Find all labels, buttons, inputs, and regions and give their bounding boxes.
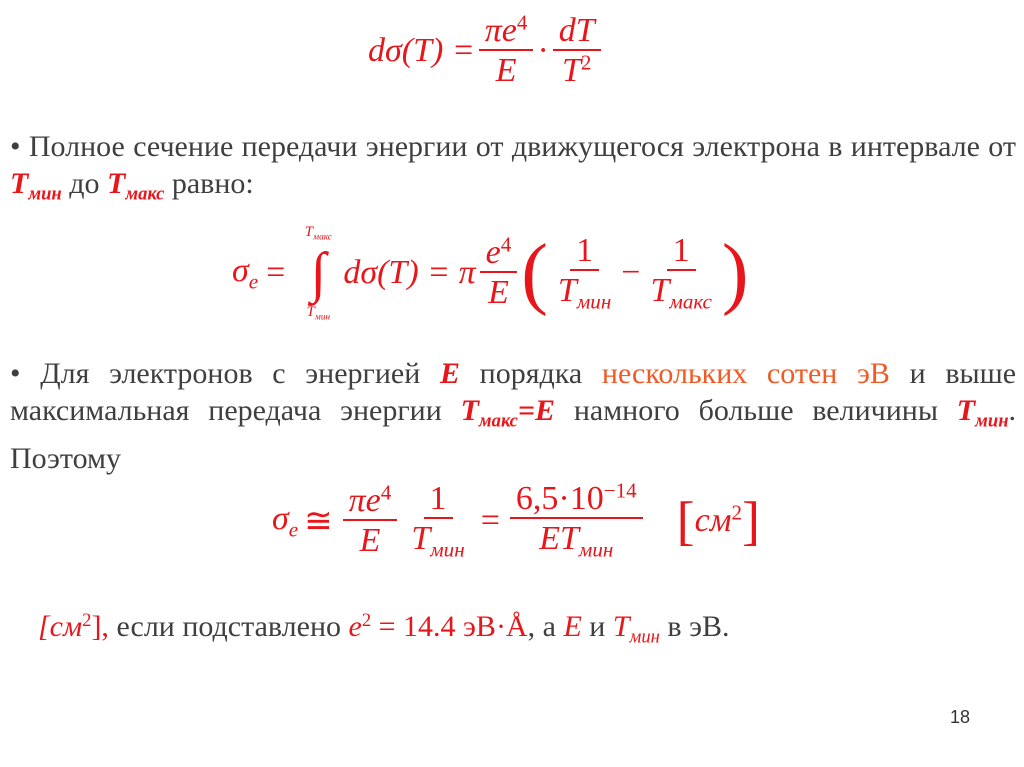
integral-sign: $T_{макс}$ ∫ $T_{мин}$ [304, 223, 332, 323]
page-number: 18 [949, 707, 971, 727]
formula-cross-section-differential: dσ(T) = $\frac{\pi e^4}{E}$ · $\frac{dT}{T^2}$ [368, 12, 605, 90]
paragraph-total-cross-section: • Полное сечение передачи энергии от движущегося электрона в интервале от $T_{мин}$ до $T_{макс}$ равно: [10, 130, 1017, 205]
formula-approx-cross-section: $\sigma_e$ ≅ $\frac{\pi e^4}{E}$ $\frac{1}{T_{мин}}$ = $\frac{6,5\cdot 10^{-14}}{ET_{мин}}$ [ $см^2$ ] [272, 478, 760, 562]
formula-total-cross-section: $\sigma_e$ = $T_{макс}$ ∫ $T_{мин}$ dσ(T) = π $\frac{e^4}{E}$ ( $\frac{1}{T_{мин}}$ − $\frac{1}{T_{макс}}$ ) [232, 223, 749, 323]
formula1-lhs: dσ(T) = [368, 32, 475, 70]
unit-bracket: [ $см^2$ ] [676, 491, 760, 551]
formula1-fraction2: $\frac{dT}{T^2}$ [553, 12, 601, 90]
formula1-fraction1: $\frac{\pi e^4}{E}$ [479, 12, 534, 90]
paragraph-electron-energy: • Для электронов с энергией E порядка нескольких сотен эВ и выше максимальная передача энергии $T_{макс}=E$ намного больше величины $T_{мин}$. Поэтому [10, 357, 1017, 475]
note-units: $[см^2]$, если подставлено $e^2 = 14.4$ эВ·Å, а E и $T_{мин}$ в эВ. [38, 609, 730, 648]
